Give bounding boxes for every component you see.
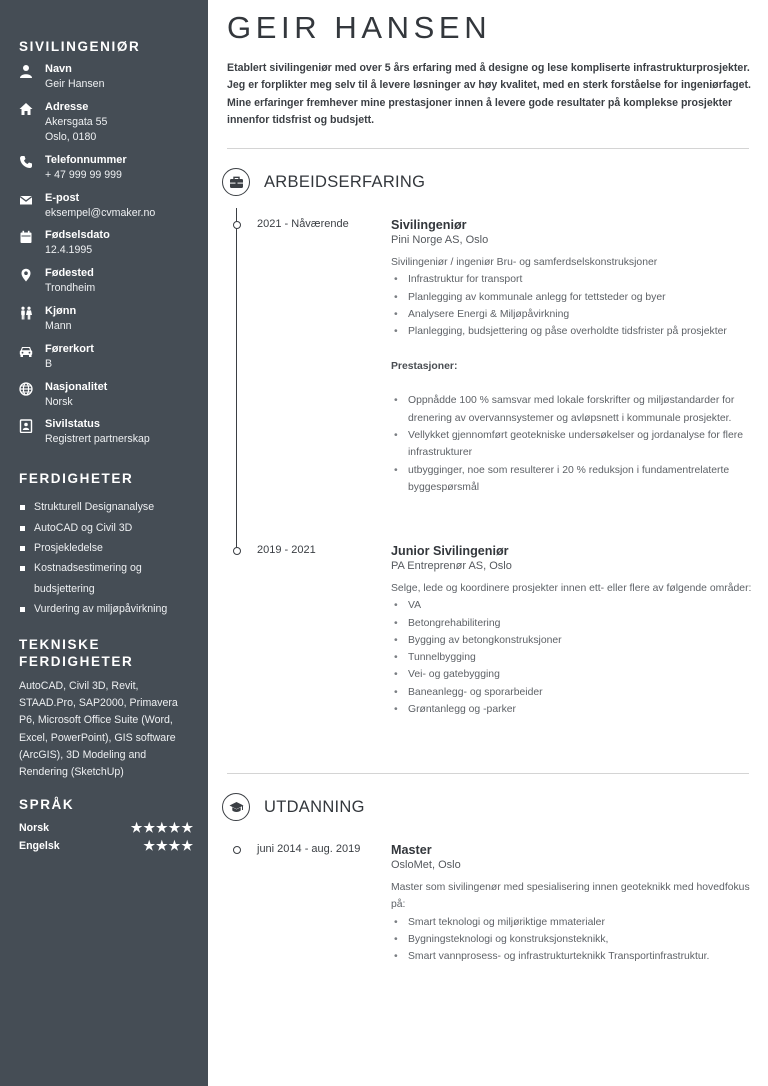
info-label: Kjønn: [45, 304, 77, 317]
globe-icon: [19, 382, 33, 396]
degree-title: Master: [391, 843, 432, 857]
map-pin-icon: [19, 268, 33, 282]
timeline-dot: [233, 547, 241, 555]
achievement-bullets: [391, 392, 753, 496]
job-date: 2019 - 2021: [257, 544, 316, 556]
info-label: Førerkort: [45, 342, 94, 355]
language-row: [19, 819, 194, 837]
info-label: Navn: [45, 63, 72, 75]
profile-summary: Etablert sivilingeniør med over 5 års erfaring med å designe og lese kompliserte infrastrukturprosjekter. Jeg er forplikter meg selv til å levere løsninger av høy kvalitet, med en sterk forståelse for ingeniørfaget. Mine erfaringer fremhever mine prestasjoner innen å levere gode resultater på komplekse prosjekter innenfor tidsfrist og budsjett.: [227, 62, 751, 126]
list-item: • Oppnådde 100 % samsvar med lokale forskrifter og miljøstandarder for drenering av overvannsystemer og avløpsnett i kommunale prosjekter.: [391, 392, 753, 427]
language-name: Engelsk: [19, 840, 60, 853]
info-item-birthplace: [19, 266, 194, 304]
info-item-license: [19, 342, 194, 380]
job-intro: Selge, lede og koordinere prosjekter innen ett- eller flere av følgende områder:: [391, 583, 752, 594]
list-item: • VA: [391, 597, 753, 614]
job-title: Junior Sivilingeniør: [391, 544, 509, 558]
info-label: Sivilstatus: [45, 418, 101, 431]
graduation-cap-icon: [222, 793, 250, 821]
info-value: Mann: [45, 319, 72, 332]
list-item: • Tunnelbygging: [391, 649, 753, 666]
job-title-heading: SIVILINGENIØR: [19, 39, 141, 54]
list-item: • Grøntanlegg og -parker: [391, 701, 753, 718]
info-item-gender: [19, 304, 194, 342]
company: PA Entreprenør AS, Oslo: [391, 560, 512, 572]
language-name: Norsk: [19, 822, 50, 835]
achievements-label: Prestasjoner:: [391, 360, 458, 372]
list-item: • Smart teknologi og miljøriktige mmaterialer: [391, 914, 753, 931]
info-value: Trondheim: [45, 282, 96, 295]
education-bullets: [391, 914, 753, 966]
skills-list: [19, 497, 194, 619]
page-title: GEIR HANSEN: [227, 10, 492, 45]
education-entry: [391, 842, 753, 965]
info-item-phone: [19, 153, 194, 191]
tech-heading-line: TEKNISKE: [19, 636, 101, 652]
job-bullets: [391, 271, 753, 340]
list-item: • Planlegging, budsjettering og påse overholdte tidsfrister på prosjekter: [391, 323, 753, 340]
list-item: • Bygging av betongkonstruksjoner: [391, 632, 753, 649]
main-content: [208, 0, 768, 1086]
list-item: • Betongrehabilitering: [391, 615, 753, 632]
list-item: • Planlegging av kommunale anlegg for tettsteder og byer: [391, 289, 753, 306]
list-item: • Analysere Energi & Miljøpåvirkning: [391, 306, 753, 323]
list-item: Vurdering av miljøpåvirkning: [19, 599, 194, 619]
briefcase-icon: [222, 168, 250, 196]
home-icon: [19, 102, 33, 116]
info-label: E-post: [45, 191, 80, 204]
tech-heading-line: FERDIGHETER: [19, 653, 134, 669]
list-item: • Vei- og gatebygging: [391, 666, 753, 683]
info-label: Fødselsdato: [45, 229, 110, 242]
info-value: eksempel@cvmaker.no: [45, 206, 156, 219]
timeline-dot: [233, 846, 241, 854]
info-value: Akersgata 55: [45, 115, 108, 128]
info-label: Telefonnummer: [45, 153, 127, 166]
info-item-nationality: [19, 380, 194, 418]
info-item-address: [19, 100, 194, 153]
info-value: + 47 999 99 999: [45, 168, 122, 181]
info-label: Fødested: [45, 267, 94, 280]
info-item-email: [19, 191, 194, 229]
phone-icon: [19, 155, 33, 169]
list-item: • Vellykket gjennomført geotekniske undersøkelser og jordanalyse for flere infrastrukturer: [391, 427, 753, 462]
job-entry: [391, 543, 753, 718]
list-item: • Infrastruktur for transport: [391, 271, 753, 288]
person-icon: [19, 64, 33, 78]
languages-heading: SPRÅK: [19, 797, 75, 813]
job-entry: [391, 217, 753, 496]
skills-heading: FERDIGHETER: [19, 471, 134, 487]
divider: [227, 773, 749, 774]
education-heading: UTDANNING: [264, 798, 365, 816]
info-value: Oslo, 0180: [45, 131, 97, 144]
sidebar: [0, 0, 208, 1086]
info-item-name: [19, 62, 194, 100]
tech-skills-text: AutoCAD, Civil 3D, Revit, STAAD.Pro, SAP2000, Primavera P6, Microsoft Office Suite (Word, Excel, PowerPoint), GIS software (ArcGIS), 3D Modeling and Rendering (SketchUp): [19, 679, 178, 779]
timeline-dot: [233, 221, 241, 229]
info-label: Nasjonalitet: [45, 380, 108, 393]
personal-info-list: [19, 62, 194, 455]
info-value: 12.4.1995: [45, 244, 93, 257]
info-value: Geir Hansen: [45, 78, 105, 90]
education-date: juni 2014 - aug. 2019: [257, 843, 361, 855]
list-item: • Bygningsteknologi og konstruksjonsteknikk,: [391, 931, 753, 948]
star-rating-icon: ★★★★: [143, 838, 194, 854]
job-bullets: [391, 597, 753, 718]
experience-heading: ARBEIDSERFARING: [264, 173, 426, 191]
car-icon: [19, 344, 33, 358]
list-item: • Baneanlegg- og sporarbeider: [391, 684, 753, 701]
divider: [227, 148, 749, 149]
list-item: AutoCAD og Civil 3D: [19, 518, 194, 538]
school: OsloMet, Oslo: [391, 859, 461, 871]
list-item: • utbygginger, noe som resulterer i 20 % reduksjon i fundamentrelaterte byggespørsmål: [391, 462, 753, 497]
job-title: Sivilingeniør: [391, 218, 467, 232]
list-item: Strukturell Designanalyse: [19, 497, 194, 517]
star-rating-icon: ★★★★★: [130, 820, 194, 836]
info-item-birthdate: [19, 228, 194, 266]
job-intro: Sivilingeniør / ingeniør Bru- og samferdselskonstruksjoner: [391, 257, 658, 268]
info-label: Adresse: [45, 100, 89, 113]
language-row: [19, 837, 194, 855]
envelope-icon: [19, 193, 33, 207]
list-item: Prosjekledelse: [19, 538, 194, 558]
info-value: Norsk: [45, 395, 73, 408]
info-value: Registrert partnerskap: [45, 433, 150, 446]
list-item: • Smart vannprosess- og infrastrukturteknikk Transportinfrastruktur.: [391, 948, 753, 965]
id-card-icon: [19, 419, 33, 433]
info-value: B: [45, 357, 53, 370]
info-item-civil-status: [19, 417, 194, 455]
tech-skills-heading: [19, 636, 194, 670]
languages-list: [19, 819, 194, 855]
company: Pini Norge AS, Oslo: [391, 234, 489, 246]
gender-icon: [19, 306, 33, 320]
list-item: Kostnadsestimering og budsjettering: [19, 558, 194, 599]
education-intro: Master som sivilingenør med spesialisering innen geoteknikk med hovedfokus på:: [391, 882, 750, 911]
job-date: 2021 - Nåværende: [257, 218, 349, 230]
timeline-line: [236, 208, 237, 552]
calendar-icon: [19, 230, 33, 244]
